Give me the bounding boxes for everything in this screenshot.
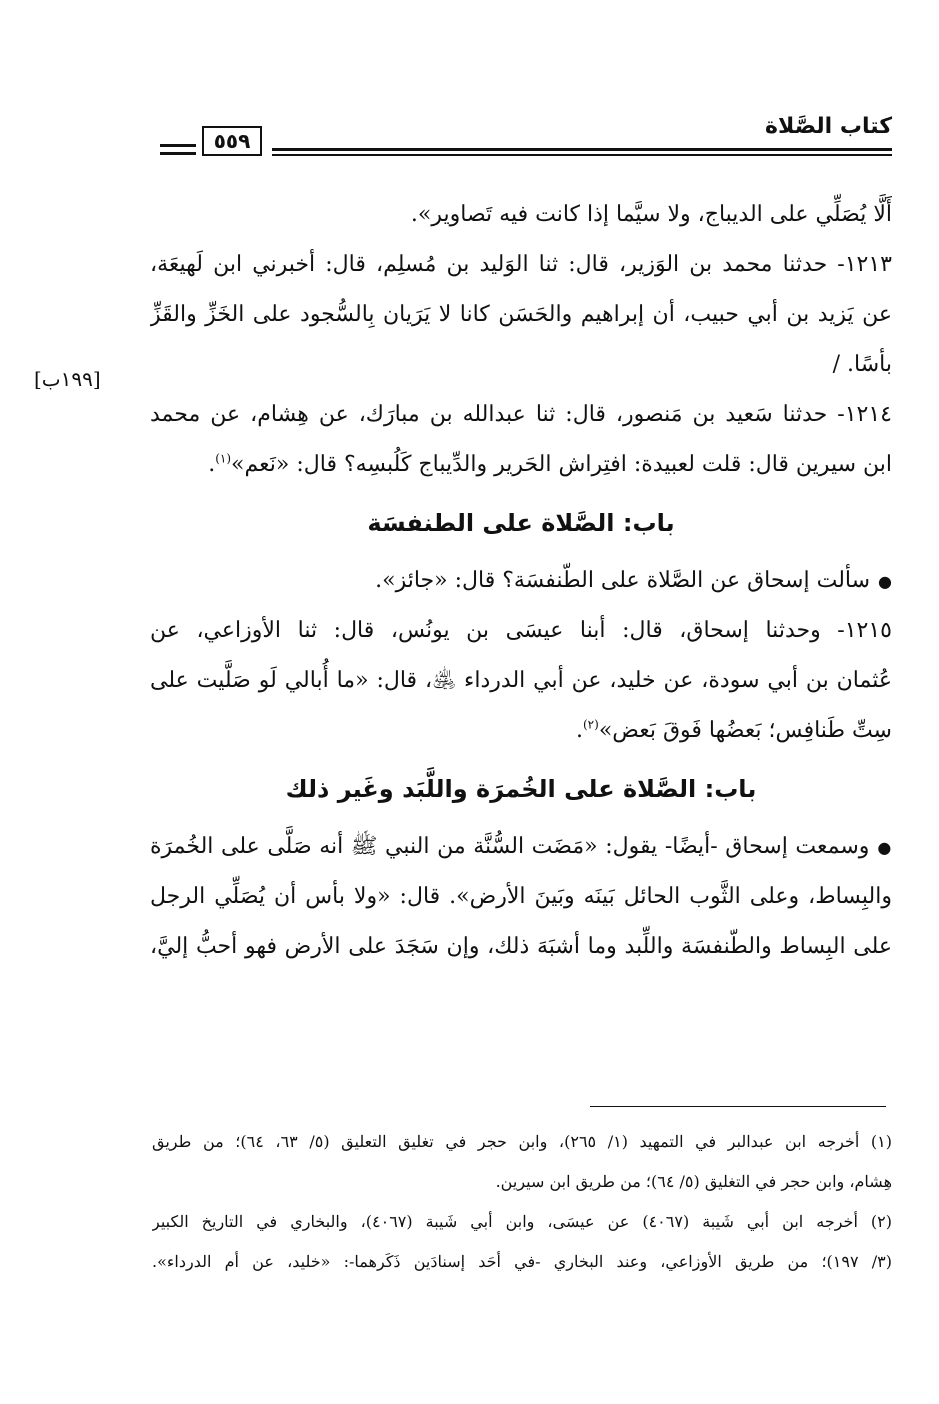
running-title: كتاب الصَّلاة <box>765 114 892 139</box>
main-text <box>150 190 892 972</box>
text-line-3: عن يَزيد بن أبي حبيب، أن إبراهيم والحَسَن كانا لا يَرَيان بِالسُّجود على الخَزِّ والقَزِّ <box>150 302 892 327</box>
footnote-2-line-1: (٢) أخرجه ابن أبي شَيبة (٤٠٦٧) عن عيسَى، وابن أبي شَيبة (٤٠٦٧)، والبخاري في التاريخ الكبير <box>152 1212 892 1231</box>
margin-note: [١٩٩ب] <box>34 367 101 391</box>
section-heading-khumra: باب: الصَّلاة على الخُمرَة واللَّبَد وغَير ذلك <box>285 775 757 803</box>
bullet-icon: ● <box>877 838 892 857</box>
text-line-1: أَلَّا يُصَلِّي على الديباج، ولا سيَّما إذا كانت فيه تَصاوير». <box>410 202 892 227</box>
footnote-2-line-2: (٣/ ١٩٧)؛ من طريق الأوزاعي، وعند البخاري -في أحَد إسنادَين ذَكَرهما-: «خليد، عن أم الدرداء». <box>152 1252 892 1271</box>
header-rule-bottom <box>272 154 892 156</box>
bullet-icon: ● <box>878 572 892 591</box>
text-line-11 <box>150 822 892 872</box>
footnote-1-line-1: (١) أخرجه ابن عبدالبر في التمهيد (١/ ٢٦٥)، وابن حجر في تغليق التعليق (٥/ ٦٣، ٦٤)؛ من طريق <box>152 1132 892 1151</box>
text-line-7-body: سألت إسحاق عن الصَّلاة على الطّنفسَة؟ قال: «جائز». <box>375 568 871 593</box>
header-rule-top <box>272 148 892 151</box>
footnote-ref-1: (١) <box>215 451 232 466</box>
text-line-8: ١٢١٥- وحدثنا إسحاق، قال: أبنا عيسَى بن يونُس، قال: ثنا الأوزاعي، عن <box>150 618 892 643</box>
text-line-5: ١٢١٤- حدثنا سَعيد بن مَنصور، قال: ثنا عبدالله بن مبارَك، عن هِشام، عن محمد <box>150 402 892 427</box>
footnote-1-line-2: هِشام، وابن حجر في التغليق (٥/ ٦٤)؛ من طريق ابن سيرين. <box>495 1172 892 1191</box>
section-heading-tanfasa: باب: الصَّلاة على الطنفسَة <box>367 509 675 537</box>
text-line-10: سِتِّ طَنافِس؛ بَعضُها فَوقَ بَعض»$^{(٢)}$. <box>575 717 892 743</box>
text-line-2: ١٢١٣- حدثنا محمد بن الوَزير، قال: ثنا الوَليد بن مُسلِم، قال: أخبرني ابن لَهيعَة، <box>150 252 892 277</box>
text-line-11-body: وسمعت إسحاق -أيضًا- يقول: «مَضَت السُّنَّة من النبي ﷺ أنه صَلَّى على الخُمرَة <box>150 834 870 859</box>
text-line-6-body: ابن سيرين قال: قلت لعبيدة: افتِراش الحَرير والدِّيباج كَلُبسِه؟ قال: «نَعم» <box>231 452 892 477</box>
footnote-separator <box>590 1106 886 1107</box>
page-number: ٥٥٩ <box>202 126 262 156</box>
text-line-12: والبِساط، وعلى الثَّوب الحائل بَينَه وبَينَ الأرض». قال: «ولا بأس أن يُصَلِّي الرجل <box>150 884 892 909</box>
footnote-ref-2: (٢) <box>582 717 599 732</box>
page-header <box>152 104 892 164</box>
footnotes <box>152 1122 892 1282</box>
header-rule-left-bottom <box>160 152 196 155</box>
text-line-6: ابن سيرين قال: قلت لعبيدة: افتِراش الحَرير والدِّيباج كَلُبسِه؟ قال: «نَعم»$^{(١)}$. <box>208 451 892 477</box>
text-line-13: على البِساط والطّنفسَة واللِّبد وما أشبَهَ ذلك، وإن سَجَدَ على الأرض فهو أحبُّ إليَّ، <box>150 934 892 959</box>
header-rule-left-top <box>160 144 196 147</box>
text-line-4: بأسًا. / <box>832 352 892 377</box>
text-line-10-body: سِتِّ طَنافِس؛ بَعضُها فَوقَ بَعض» <box>598 718 892 743</box>
text-line-7 <box>150 556 892 606</box>
text-line-9: عُثمان بن أبي سودة، عن خليد، عن أبي الدرداء ﵁، قال: «ما أُبالي لَو صَلَّيت على <box>150 668 892 693</box>
